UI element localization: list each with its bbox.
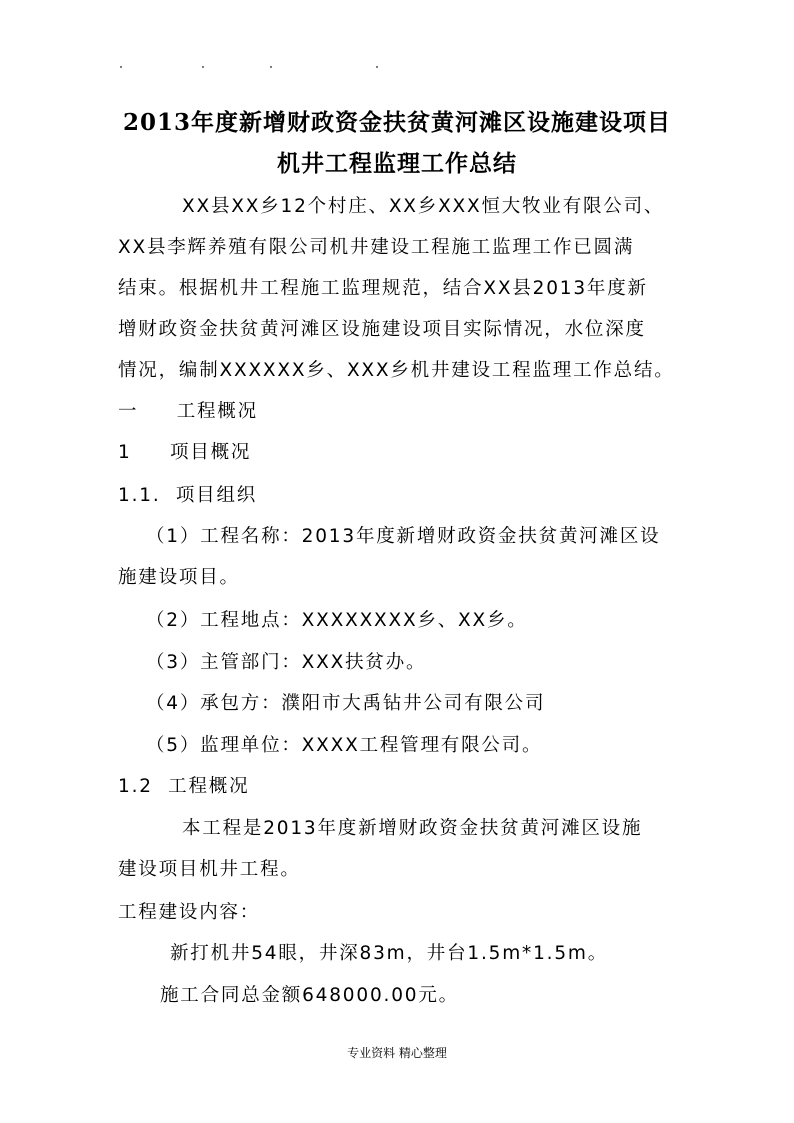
body-line: 情况，编制XXXXXX乡、XXX乡机井建设工程监理工作总结。 — [118, 360, 675, 381]
section-heading: 1 项目概况 — [118, 442, 252, 463]
body-line: 施工合同总金额648000.00元。 — [160, 985, 459, 1006]
body-line: 建设项目机井工程。 — [118, 859, 301, 880]
body-line: 工程建设内容： — [118, 902, 261, 923]
body-line: 结束。根据机井工程施工监理规范，结合XX县2013年度新 — [118, 278, 648, 299]
section-heading: 1.1. 项目组织 — [118, 485, 258, 506]
list-item: （2）工程地点：XXXXXXXX乡、XX乡。 — [146, 610, 528, 631]
list-item: （5）监理单位：XXXX工程管理有限公司。 — [146, 735, 543, 756]
list-item: （4）承包方：濮阳市大禹钻井公司有限公司 — [146, 693, 546, 714]
section-heading: 一 工程概况 — [118, 401, 258, 422]
page-footer: 专业资料 精心整理 — [347, 1046, 447, 1060]
document-title-line1: 2013年度新增财政资金扶贫黄河滩区设施建设项目 — [122, 109, 671, 136]
body-line: 新打机井54眼，井深83m，井台1.5m*1.5m。 — [170, 943, 609, 964]
list-item: （3）主管部门：XXX扶贫办。 — [146, 652, 427, 673]
body-line: 增财政资金扶贫黄河滩区设施建设项目实际情况，水位深度 — [118, 319, 646, 340]
body-line: 施建设项目。 — [118, 567, 240, 588]
body-line: XX县XX乡12个村庄、XX乡XXX恒大牧业有限公司、 — [182, 196, 665, 217]
list-item: （1）工程名称：2013年度新增财政资金扶贫黄河滩区设 — [146, 526, 661, 547]
header-dots — [120, 66, 420, 70]
body-line: 本工程是2013年度新增财政资金扶贫黄河滩区设施 — [182, 818, 643, 839]
section-heading: 1.2 工程概况 — [118, 776, 250, 797]
body-line: XX县李辉养殖有限公司机井建设工程施工监理工作已圆满 — [118, 237, 635, 258]
document-title-line2: 机井工程监理工作总结 — [277, 150, 517, 177]
